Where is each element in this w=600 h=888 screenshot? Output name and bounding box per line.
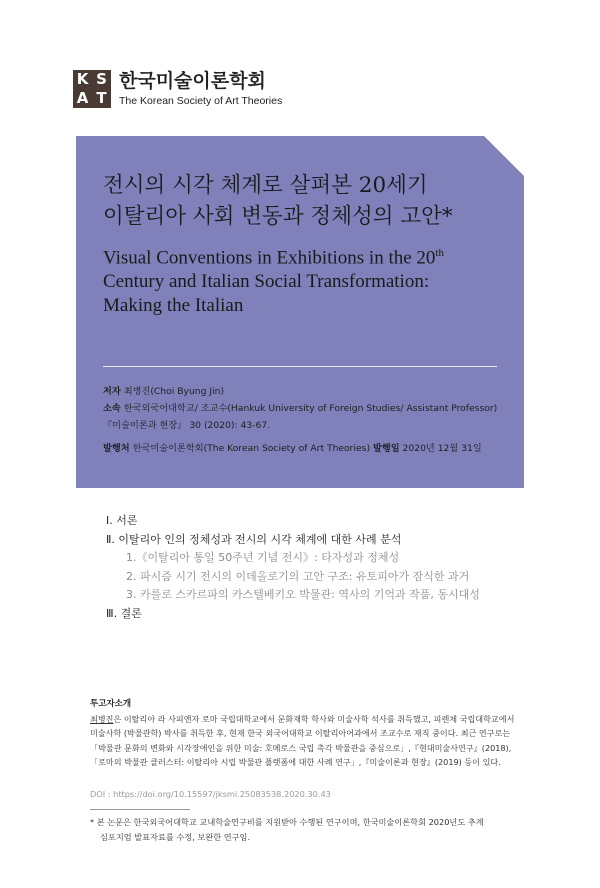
toc-item: Ⅲ. 결론: [106, 606, 142, 620]
date-label: 발행일: [372, 443, 400, 454]
contributor-name: 최병진: [90, 714, 114, 724]
affiliation-value: 한국외국어대학교/ 조교수(Hankuk University of Foreign Studies/ Assistant Professor): [123, 403, 498, 414]
logo-letter: T: [96, 89, 107, 107]
article-title-kr: [103, 170, 523, 232]
logo-letter: S: [96, 70, 107, 88]
article-title-en: [103, 241, 523, 318]
affiliation-line: [103, 402, 523, 416]
title-kr-line: 전시의 시각 체계로 살펴본 20세기: [103, 173, 428, 198]
author-value: 최병진(Choi Byung Jin): [123, 386, 225, 397]
toc-subitem: 1.《이탈리아 통일 50주년 기념 전시》: 타자성과 정체성: [126, 551, 400, 565]
toc-item: Ⅱ. 이탈리아 인의 정체성과 전시의 시각 체계에 대한 사례 분석: [106, 532, 402, 546]
ordinal-suffix: th: [435, 247, 444, 259]
table-of-contents: [106, 512, 546, 624]
publisher-line: [103, 442, 523, 456]
doi-link[interactable]: DOI : https://doi.org/10.15597/jksmi.25083538.2020.30.43: [90, 789, 331, 799]
title-divider: [103, 366, 497, 367]
title-kr-line: 이탈리아 사회 변동과 정체성의 고안*: [103, 204, 453, 229]
logo-letter: K: [76, 70, 89, 88]
contributor-heading: 투고자소개: [90, 699, 132, 709]
publisher-value: 한국미술이론학회(The Korean Society of Art Theories): [132, 443, 371, 454]
toc-subitem: 2. 파시즘 시기 전시의 이데올로기의 고안 구조: 유토피아가 잠식한 과거: [126, 569, 470, 583]
footnote-divider: [90, 809, 190, 810]
logo-letter: A: [76, 89, 89, 107]
title-en-line: Making the Italian: [103, 295, 244, 317]
author-label: 저자: [103, 386, 121, 397]
society-logo: [73, 70, 282, 108]
title-en-line: Century and Italian Social Transformation:: [103, 271, 430, 293]
affiliation-label: 소속: [103, 403, 121, 414]
toc-item: Ⅰ. 서론: [106, 514, 138, 527]
footnote-line: 심포지엄 발표자료를 수정, 보완한 연구임.: [100, 832, 251, 842]
society-name-en: The Korean Society of Art Theories: [119, 95, 283, 107]
society-name-kr: 한국미술이론학회: [119, 70, 266, 92]
contributor-bio: [90, 712, 520, 769]
contributor-bio-text: 은 이탈리아 라 사피엔자 로마 국립대학교에서 문화재학 학사와 미술사학 석사를 취득했고, 피렌체 국립대학교에서 미술사학 (박물관학) 박사를 취득한 후, 현재 한국 외국어대학교 이탈리아어과에서 조교수로 재직 중이다. 최근 연구로는「박물관 문화의 변화와 시각장애인을 위한 미술: 호메로스 국립 촉각 박물관을 중심으로」,『현대미술사연구』(2018),「로마의 박물관 클러스터: 이탈리아 시립 박물관 플랫폼에 대한 사례 연구」,『미술이론과 현장』(2019) 등이 있다.: [90, 714, 515, 767]
ksat-logo-mark: [73, 70, 111, 108]
date-value: 2020년 12월 31일: [402, 443, 482, 454]
author-line: [103, 385, 523, 399]
title-en-line: Visual Conventions in Exhibitions in the 20th: [103, 247, 444, 269]
toc-subitem: 3. 카를로 스카르파의 카스텔베키오 박물관: 역사의 기억과 작품, 동시대성: [126, 588, 480, 602]
footnote: [90, 815, 530, 845]
footnote-line: * 본 논문은 한국외국어대학교 교내학술연구비를 지원받아 수행된 연구이며, 한국미술이론학회 2020년도 추계: [90, 817, 484, 827]
journal-citation: 『미술이론과 현장』 30 (2020): 43-67.: [103, 420, 271, 431]
publisher-label: 발행처: [103, 443, 130, 454]
